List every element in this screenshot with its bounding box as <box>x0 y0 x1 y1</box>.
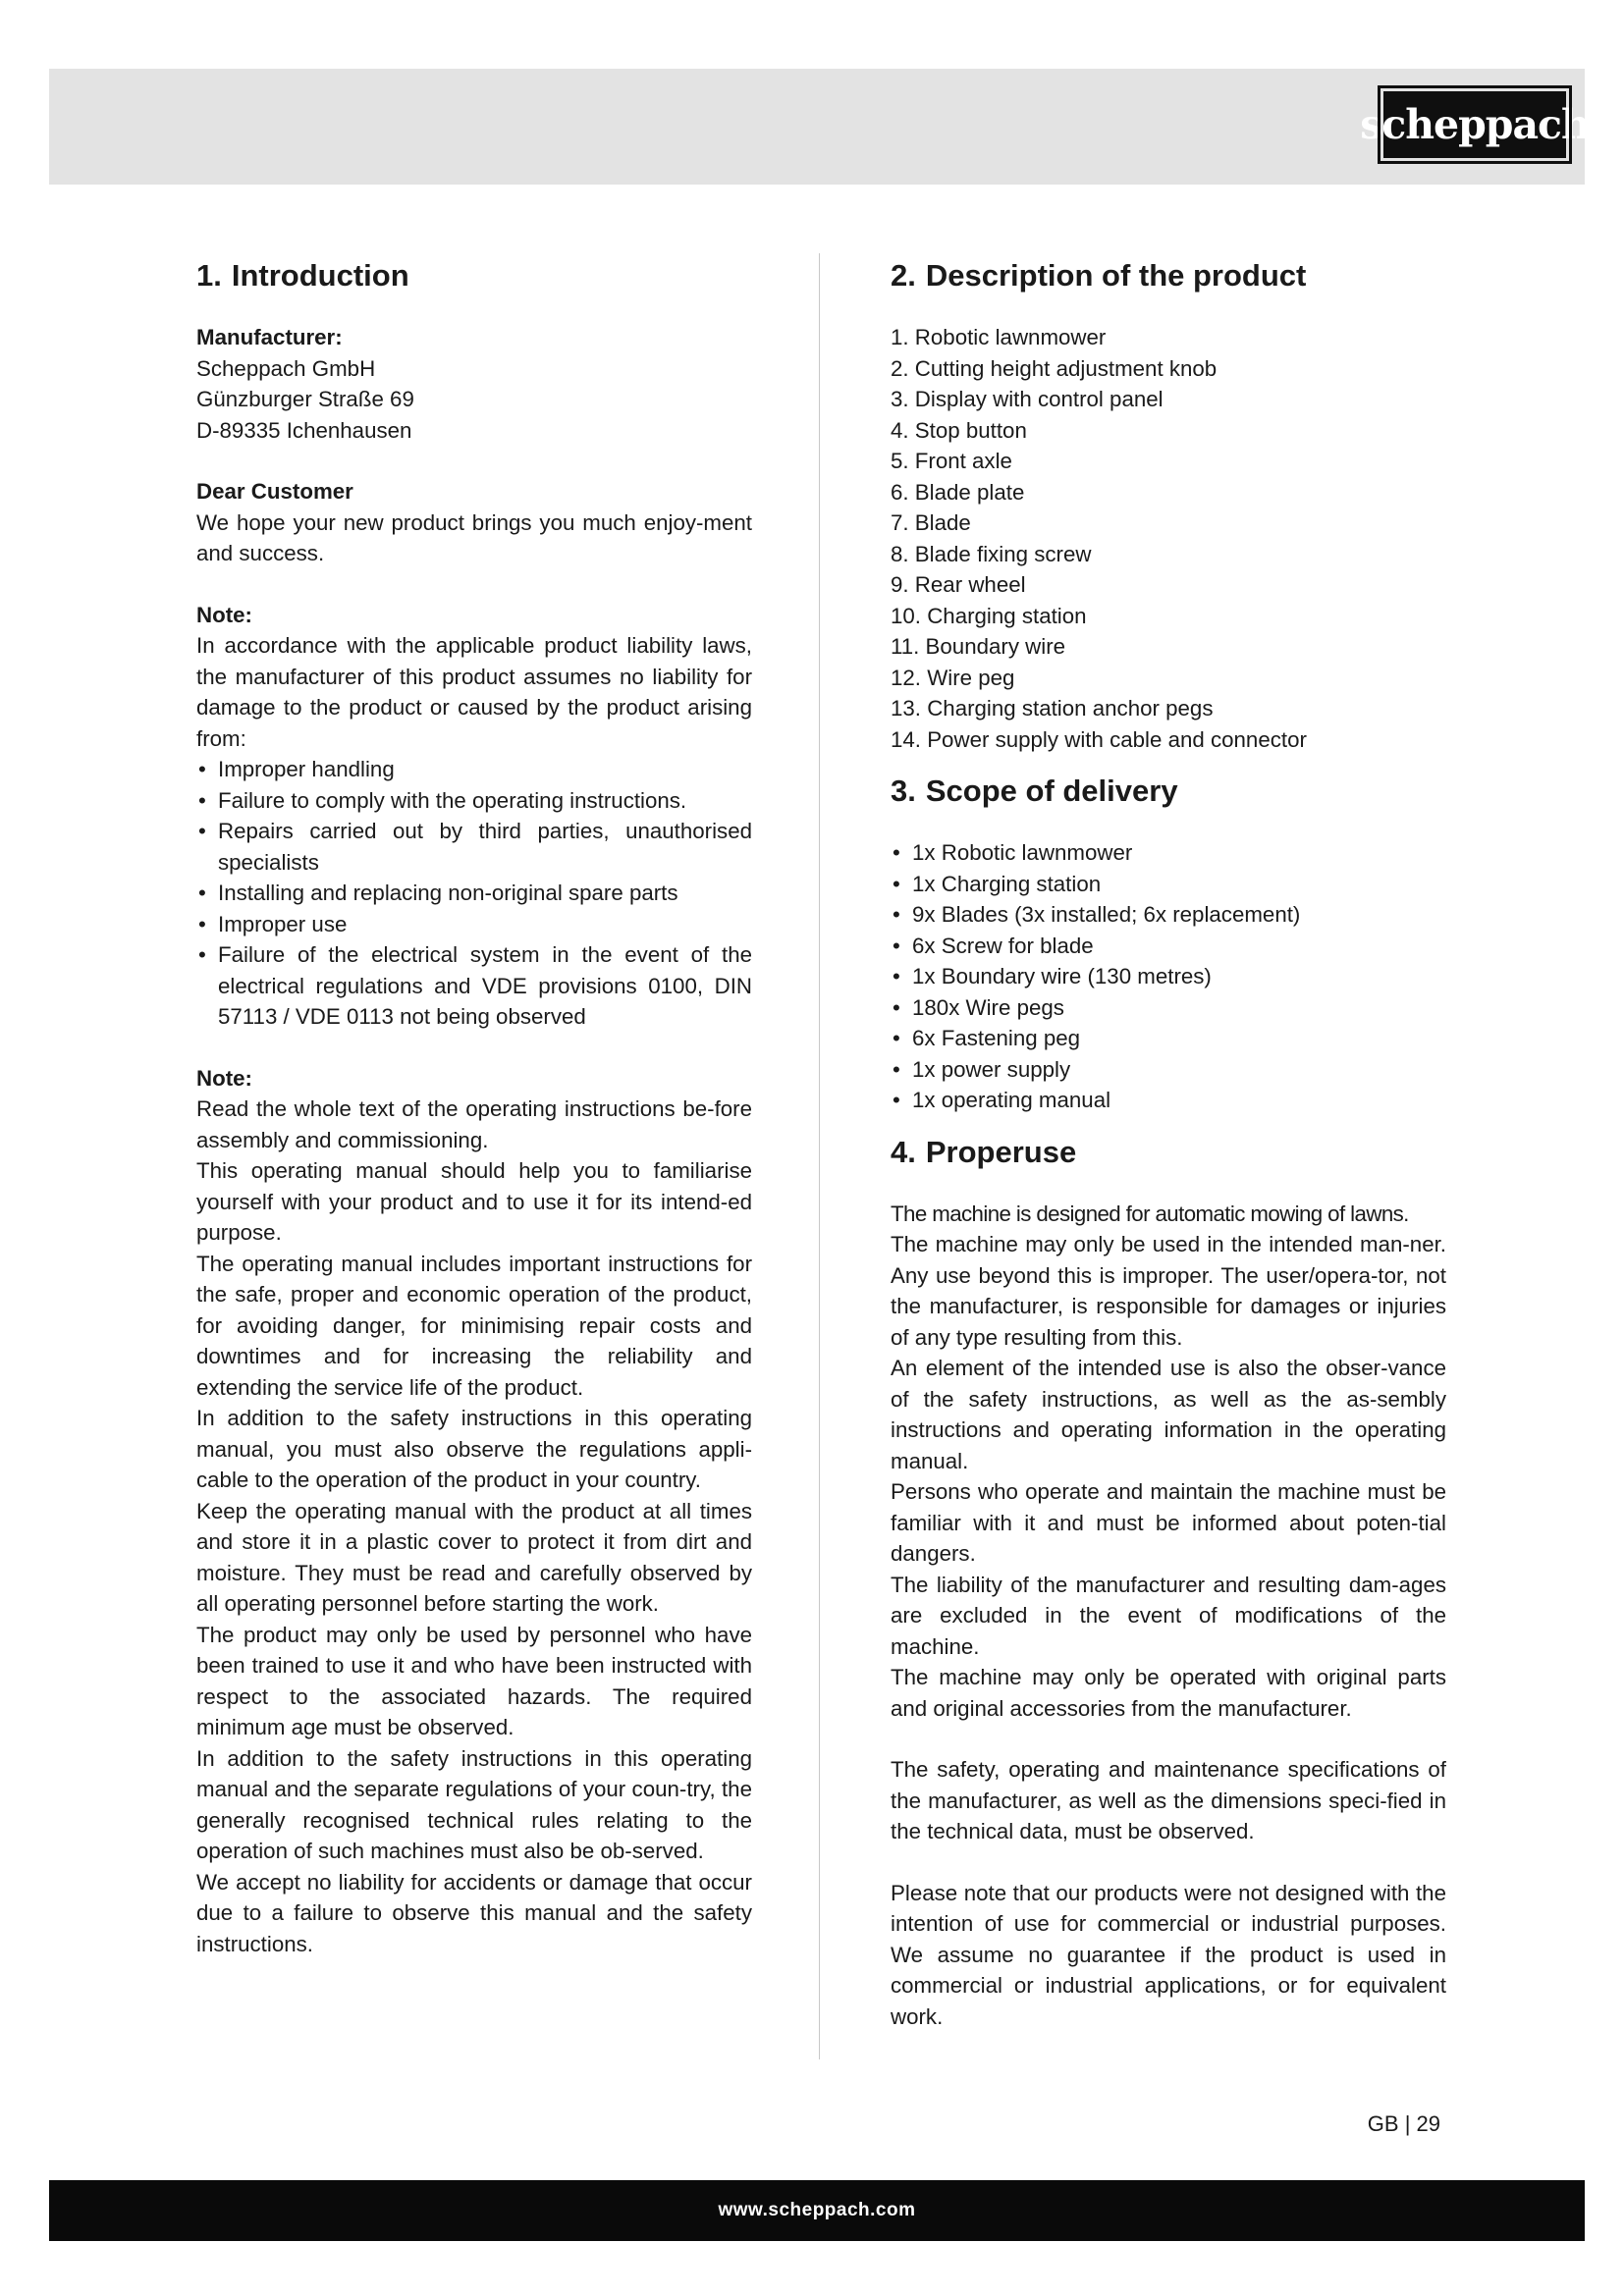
commercial-use-text: Please note that our products were not designed with the intention of use for commercial or industrial purposes. We assume no guarantee if the product is used in commercial or industrial applications, or for equivalent work. <box>891 1880 1446 2029</box>
list-item: • 1x power supply <box>891 1054 1446 1086</box>
part-item: 5. Front axle <box>891 449 1012 473</box>
part-item: 3. Display with control panel <box>891 387 1164 411</box>
list-item: • Improper use <box>196 909 752 940</box>
left-column <box>196 253 752 1959</box>
list-item: • Failure of the electrical system in the event of the electrical regulations and VDE provisions 0100, DIN 57113 / VDE 0113 not being observed <box>196 939 752 1033</box>
proper-use-heading-text: Properuse <box>925 1134 1077 1169</box>
part-item: 2. Cutting height adjustment knob <box>891 355 1218 381</box>
note-paragraph: In addition to the safety instructions in this operating manual and the separate regulations of your coun-try, the generally recognised technical rules relating to the operation of such machines must also be ob-served. <box>196 1745 752 1863</box>
dear-customer-label: Dear Customer <box>196 479 353 504</box>
manufacturer-label: Manufacturer: <box>196 325 343 349</box>
parts-list <box>891 322 1446 755</box>
list-item: • Repairs carried out by third parties, unauthorised specialists <box>196 816 752 878</box>
proper-use-paragraph: The liability of the manufacturer and resulting dam-ages are excluded in the event of modifications of the machine. <box>891 1572 1446 1659</box>
list-item: • 6x Fastening peg <box>891 1023 1446 1054</box>
note-paragraph: We accept no liability for accidents or damage that occur due to a failure to observe this manual and the safety instructions. <box>196 1869 752 1956</box>
liability-list <box>196 754 752 1033</box>
website-url: www.scheppach.com <box>718 2200 916 2220</box>
part-item: 1. Robotic lawnmower <box>891 325 1107 349</box>
proper-use-paragraph: Persons who operate and maintain the machine must be familiar with it and must be informed about poten-tial dangers. <box>891 1479 1446 1566</box>
scheppach-logo: scheppach <box>1383 91 1566 158</box>
list-item: • 1x Robotic lawnmower <box>891 837 1446 869</box>
part-item: 6. Blade plate <box>891 479 1025 505</box>
part-item: 10. Charging station <box>891 603 1087 628</box>
proper-use-paragraph: An element of the intended use is also the obser-vance of the safety instructions, as well as the as-sembly instructions and operating information in the operating manual. <box>891 1356 1446 1473</box>
intro-heading-text: Introduction <box>231 258 409 293</box>
part-item: 11. Boundary wire <box>891 634 1066 659</box>
intro-heading <box>196 253 752 298</box>
address-line: D-89335 Ichenhausen <box>196 417 412 443</box>
footer-band <box>49 2180 1585 2241</box>
list-item: • Installing and replacing non-original spare parts <box>196 878 752 909</box>
part-item: 14. Power supply with cable and connector <box>891 726 1307 752</box>
list-item: • 9x Blades (3x installed; 6x replacement) <box>891 899 1446 931</box>
scope-heading <box>891 769 1446 814</box>
scope-heading-number: 3. <box>891 774 916 808</box>
description-heading <box>891 253 1446 298</box>
list-item: • Failure to comply with the operating instructions. <box>196 785 752 817</box>
note-paragraph: Keep the operating manual with the product at all times and store it in a plastic cover to protect it from dirt and moisture. They must be read and carefully observed by all operating personnel before starting the work. <box>196 1498 752 1616</box>
note-paragraph: Read the whole text of the operating instructions be-fore assembly and commissioning. <box>196 1096 752 1152</box>
note-paragraph: In addition to the safety instructions in this operating manual, you must also observe the regulations appli-cable to the operation of the product in your country. <box>196 1406 752 1492</box>
intro-heading-number: 1. <box>196 258 222 293</box>
manufacturer-address <box>196 353 752 447</box>
address-line: Günzburger Straße 69 <box>196 387 414 411</box>
note-paragraph: The product may only be used by personnel who have been trained to use it and who have been instructed with respect to the associated hazards. The required minimum age must be observed. <box>196 1622 752 1739</box>
proper-use-heading-number: 4. <box>891 1134 916 1169</box>
description-heading-text: Description of the product <box>925 258 1307 293</box>
header-band <box>49 69 1590 185</box>
note-label: Note: <box>196 1065 252 1091</box>
proper-use-paragraph: The machine is designed for automatic mowing of lawns. <box>891 1201 1409 1226</box>
part-item: 7. Blade <box>891 510 971 535</box>
part-item: 4. Stop button <box>891 417 1027 443</box>
column-divider <box>819 253 820 2059</box>
part-item: 9. Rear wheel <box>891 572 1026 597</box>
list-item: • 180x Wire pegs <box>891 992 1446 1024</box>
part-item: 12. Wire peg <box>891 665 1015 690</box>
liability-text: In accordance with the applicable product liability laws, the manufacturer of this product assumes no liability for damage to the product or caused by the product arising from: <box>196 633 752 751</box>
list-item: • 6x Screw for blade <box>891 931 1446 962</box>
page-number: GB | 29 <box>1367 2111 1440 2136</box>
note-paragraph: This operating manual should help you to familiarise yourself with your product and to use it for its intend-ed purpose. <box>196 1158 752 1245</box>
proper-use-paragraph: The machine may only be used in the intended man-ner. Any use beyond this is improper. The user/opera-tor, not the manufacturer, is responsible for damages or injuries of any type resulting from this. <box>891 1232 1446 1350</box>
list-item: • Improper handling <box>196 754 752 785</box>
proper-use-paragraph: The machine may only be operated with original parts and original accessories from the manufacturer. <box>891 1665 1446 1721</box>
description-heading-number: 2. <box>891 258 916 293</box>
list-item: • 1x Charging station <box>891 869 1446 900</box>
list-item: • 1x operating manual <box>891 1085 1446 1116</box>
specifications-text: The safety, operating and maintenance specifications of the manufacturer, as well as the dimensions speci-fied in the technical data, must be observed. <box>891 1757 1446 1843</box>
proper-use-heading <box>891 1130 1446 1175</box>
note-label: Note: <box>196 602 252 627</box>
part-item: 8. Blade fixing screw <box>891 541 1092 566</box>
scope-heading-text: Scope of delivery <box>925 774 1178 808</box>
right-column <box>891 253 1446 2032</box>
note-paragraph: The operating manual includes important instructions for the safe, proper and economic operation of the product, for avoiding danger, for minimising repair costs and downtimes and for increasing the reliability and extending the service life of the product. <box>196 1251 752 1400</box>
address-line: Scheppach GmbH <box>196 355 376 381</box>
part-item: 13. Charging station anchor pegs <box>891 696 1214 721</box>
scope-list <box>891 837 1446 1116</box>
dear-customer-text: We hope your new product brings you much enjoy-ment and success. <box>196 509 752 565</box>
list-item: • 1x Boundary wire (130 metres) <box>891 961 1446 992</box>
